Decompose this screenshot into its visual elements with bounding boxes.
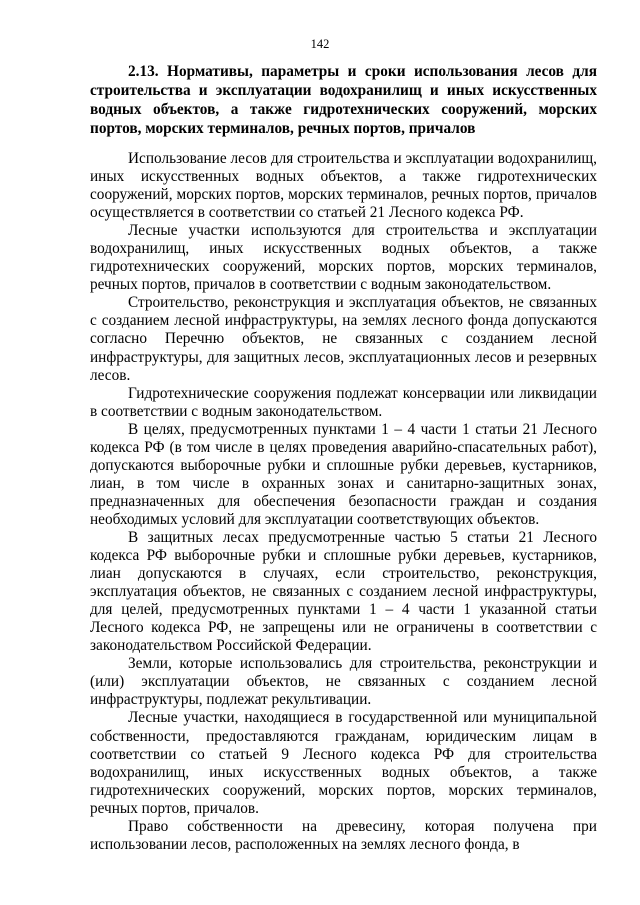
paragraph-8: Лесные участки, находящиеся в государственной или муниципальной собственности, предоставляются гражданам, юридическим лицам в соответствии со статьей 9 Лесного кодекса РФ для строительства водохранилищ, иных искусственных водных объектов, а также гидротехнических сооружений, морских портов, морских терминалов, речных портов, причалов. bbox=[90, 709, 597, 817]
body-text bbox=[90, 150, 597, 854]
paragraph-2: Лесные участки используются для строительства и эксплуатации водохранилищ, иных искусственных водных объектов, а также гидротехнических сооружений, морских портов, морских терминалов, речных портов, причалов в соответствии с водным законодательством. bbox=[90, 222, 597, 294]
paragraph-7: Земли, которые использовались для строительства, реконструкции и (или) эксплуатации объектов, не связанных с созданием лесной инфраструктуры, подлежат рекультивации. bbox=[90, 655, 597, 709]
paragraph-4: Гидротехнические сооружения подлежат консервации или ликвидации в соответствии с водным законодательством. bbox=[90, 384, 597, 420]
section-heading: 2.13. Нормативы, параметры и сроки использования лесов для строительства и эксплуатации водохранилищ и иных искусственных водных объектов, а также гидротехнических сооружений, морских портов, морских терминалов, речных портов, причалов bbox=[90, 63, 597, 137]
page-number: 142 bbox=[310, 37, 330, 51]
paragraph-6: В защитных лесах предусмотренные частью 5 статьи 21 Лесного кодекса РФ выборочные рубки и сплошные рубки деревьев, кустарников, лиан допускаются в случаях, если строительство, реконструкция, эксплуатация объектов, не связанных с созданием лесной инфраструктуры, для целей, предусмотренных пунктами 1 – 4 части 1 указанной статьи Лесного кодекса РФ, не запрещены или не ограничены в соответствии с законодательством Российской Федерации. bbox=[90, 528, 597, 655]
paragraph-5: В целях, предусмотренных пунктами 1 – 4 части 1 статьи 21 Лесного кодекса РФ (в том числе в целях проведения аварийно-спасательных работ), допускаются выборочные рубки и сплошные рубки деревьев, кустарников, лиан, в том числе в охранных зонах и санитарно-защитных зонах, предназначенных для обеспечения безопасности граждан и создания необходимых условий для эксплуатации соответствующих объектов. bbox=[90, 420, 597, 528]
paragraph-3: Строительство, реконструкция и эксплуатация объектов, не связанных с созданием лесной инфраструктуры, на землях лесного фонда допускаются согласно Перечню объектов, не связанных с созданием лесной инфраструктуры, для защитных лесов, эксплуатационных лесов и резервных лесов. bbox=[90, 294, 597, 384]
paragraph-1: Использование лесов для строительства и эксплуатации водохранилищ, иных искусственных водных объектов, а также гидротехнических сооружений, морских портов, морских терминалов, речных портов, причалов осуществляется в соответствии со статьей 21 Лесного кодекса РФ. bbox=[90, 150, 597, 222]
paragraph-9: Право собственности на древесину, которая получена при использовании лесов, расположенных на землях лесного фонда, в bbox=[90, 817, 597, 853]
